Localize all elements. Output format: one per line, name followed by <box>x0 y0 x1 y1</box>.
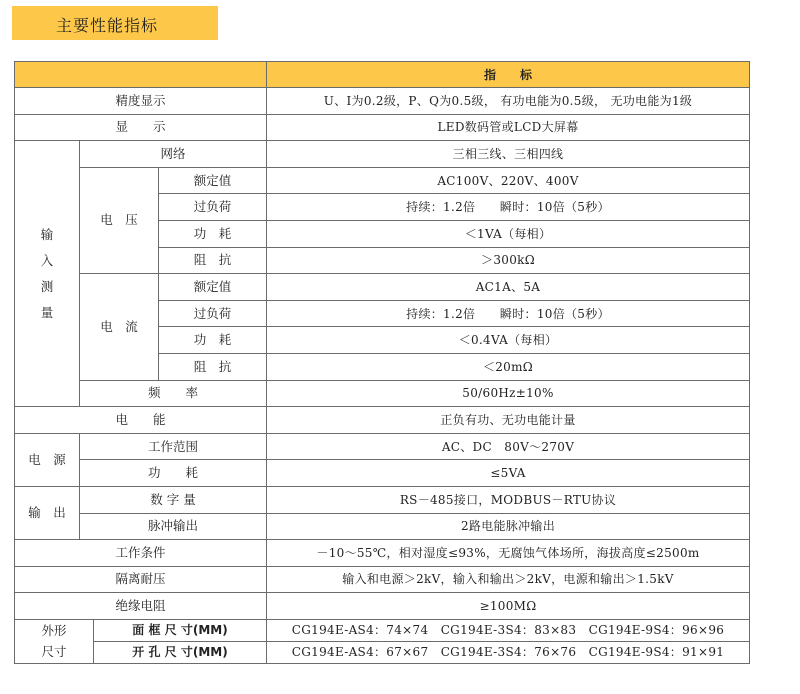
output-digital-label: 数 字 量 <box>80 486 267 513</box>
dimensions-group-label-top: 外形 <box>15 619 94 641</box>
power-consumption-label: 功 耗 <box>80 460 267 487</box>
header-indicator-cell: 指 标 <box>267 62 750 88</box>
current-rated-label: 额定值 <box>159 274 267 301</box>
conditions-label: 工作条件 <box>15 540 267 567</box>
output-group-label: 输 出 <box>15 486 80 539</box>
voltage-rated-label: 额定值 <box>159 167 267 194</box>
current-overload-label: 过负荷 <box>159 300 267 327</box>
table-row <box>15 88 750 115</box>
output-pulse-label: 脉冲输出 <box>80 513 267 540</box>
table-row <box>15 380 750 407</box>
network-value: 三相三线、三相四线 <box>267 141 750 168</box>
display-label: 显 示 <box>15 114 267 141</box>
table-header-row <box>15 62 750 88</box>
precision-value: U、I为0.2级，P、Q为0.5级， 有功电能为0.5级， 无功电能为1级 <box>267 88 750 115</box>
current-rated-value: AC1A、5A <box>267 274 750 301</box>
current-power-label: 功 耗 <box>159 327 267 354</box>
voltage-rated-value: AC100V、220V、400V <box>267 167 750 194</box>
precision-label: 精度显示 <box>15 88 267 115</box>
table-row <box>15 619 750 641</box>
frequency-value: 50/60Hz±10% <box>267 380 750 407</box>
frame-size-value: CG194E-AS4：74×74 CG194E-3S4：83×83 CG194E-9S4：96×96 <box>267 619 750 641</box>
frequency-label: 频 率 <box>80 380 267 407</box>
table-row <box>15 141 750 168</box>
header-left-cell <box>15 62 267 88</box>
voltage-power-label: 功 耗 <box>159 220 267 247</box>
withstand-label: 隔离耐压 <box>15 566 267 593</box>
voltage-overload-label: 过负荷 <box>159 194 267 221</box>
frame-size-label: 面 框 尺 寸(MM) <box>94 619 267 641</box>
input-measure-group-label <box>15 141 80 407</box>
current-impedance-value: ＜20mΩ <box>267 353 750 380</box>
current-overload-value: 持续：1.2倍 瞬时：10倍（5秒） <box>267 300 750 327</box>
power-range-label: 工作范围 <box>80 433 267 460</box>
current-group-label: 电 流 <box>80 274 159 380</box>
spec-table <box>14 61 750 664</box>
voltage-power-value: ＜1VA（每相） <box>267 220 750 247</box>
output-digital-value: RS－485接口，MODBUS－RTU协议 <box>267 486 750 513</box>
section-title-bar <box>12 6 218 40</box>
power-consumption-value: ≤5VA <box>267 460 750 487</box>
current-power-value: ＜0.4VA（每相） <box>267 327 750 354</box>
table-row <box>15 167 750 194</box>
input-measure-group-text: 输入测量 <box>40 226 54 320</box>
network-label: 网络 <box>80 141 267 168</box>
dimensions-group-label-bottom: 尺寸 <box>15 641 94 663</box>
voltage-impedance-value: ＞300kΩ <box>267 247 750 274</box>
output-pulse-value: 2路电能脉冲输出 <box>267 513 750 540</box>
table-row <box>15 114 750 141</box>
cutout-size-value: CG194E-AS4：67×67 CG194E-3S4：76×76 CG194E-9S4：91×91 <box>267 641 750 663</box>
display-value: LED数码管或LCD大屏幕 <box>267 114 750 141</box>
insulation-value: ≥100MΩ <box>267 593 750 620</box>
voltage-overload-value: 持续：1.2倍 瞬时：10倍（5秒） <box>267 194 750 221</box>
table-row <box>15 274 750 301</box>
section-title: 主要性能指标 <box>56 16 159 35</box>
power-supply-group-label: 电 源 <box>15 433 80 486</box>
energy-value: 正负有功、无功电能计量 <box>267 407 750 434</box>
conditions-value: －10～55℃，相对湿度≤93%，无腐蚀气体场所，海拔高度≤2500m <box>267 540 750 567</box>
table-row <box>15 513 750 540</box>
table-row <box>15 486 750 513</box>
cutout-size-label: 开 孔 尺 寸(MM) <box>94 641 267 663</box>
table-row <box>15 593 750 620</box>
current-impedance-label: 阻 抗 <box>159 353 267 380</box>
table-row <box>15 460 750 487</box>
power-range-value: AC、DC 80V～270V <box>267 433 750 460</box>
withstand-value: 输入和电源＞2kV，输入和输出＞2kV，电源和输出＞1.5kV <box>267 566 750 593</box>
table-row <box>15 433 750 460</box>
table-row <box>15 540 750 567</box>
insulation-label: 绝缘电阻 <box>15 593 267 620</box>
voltage-impedance-label: 阻 抗 <box>159 247 267 274</box>
table-row <box>15 407 750 434</box>
table-row <box>15 566 750 593</box>
voltage-group-label: 电 压 <box>80 167 159 273</box>
table-row <box>15 641 750 663</box>
energy-label: 电 能 <box>15 407 267 434</box>
